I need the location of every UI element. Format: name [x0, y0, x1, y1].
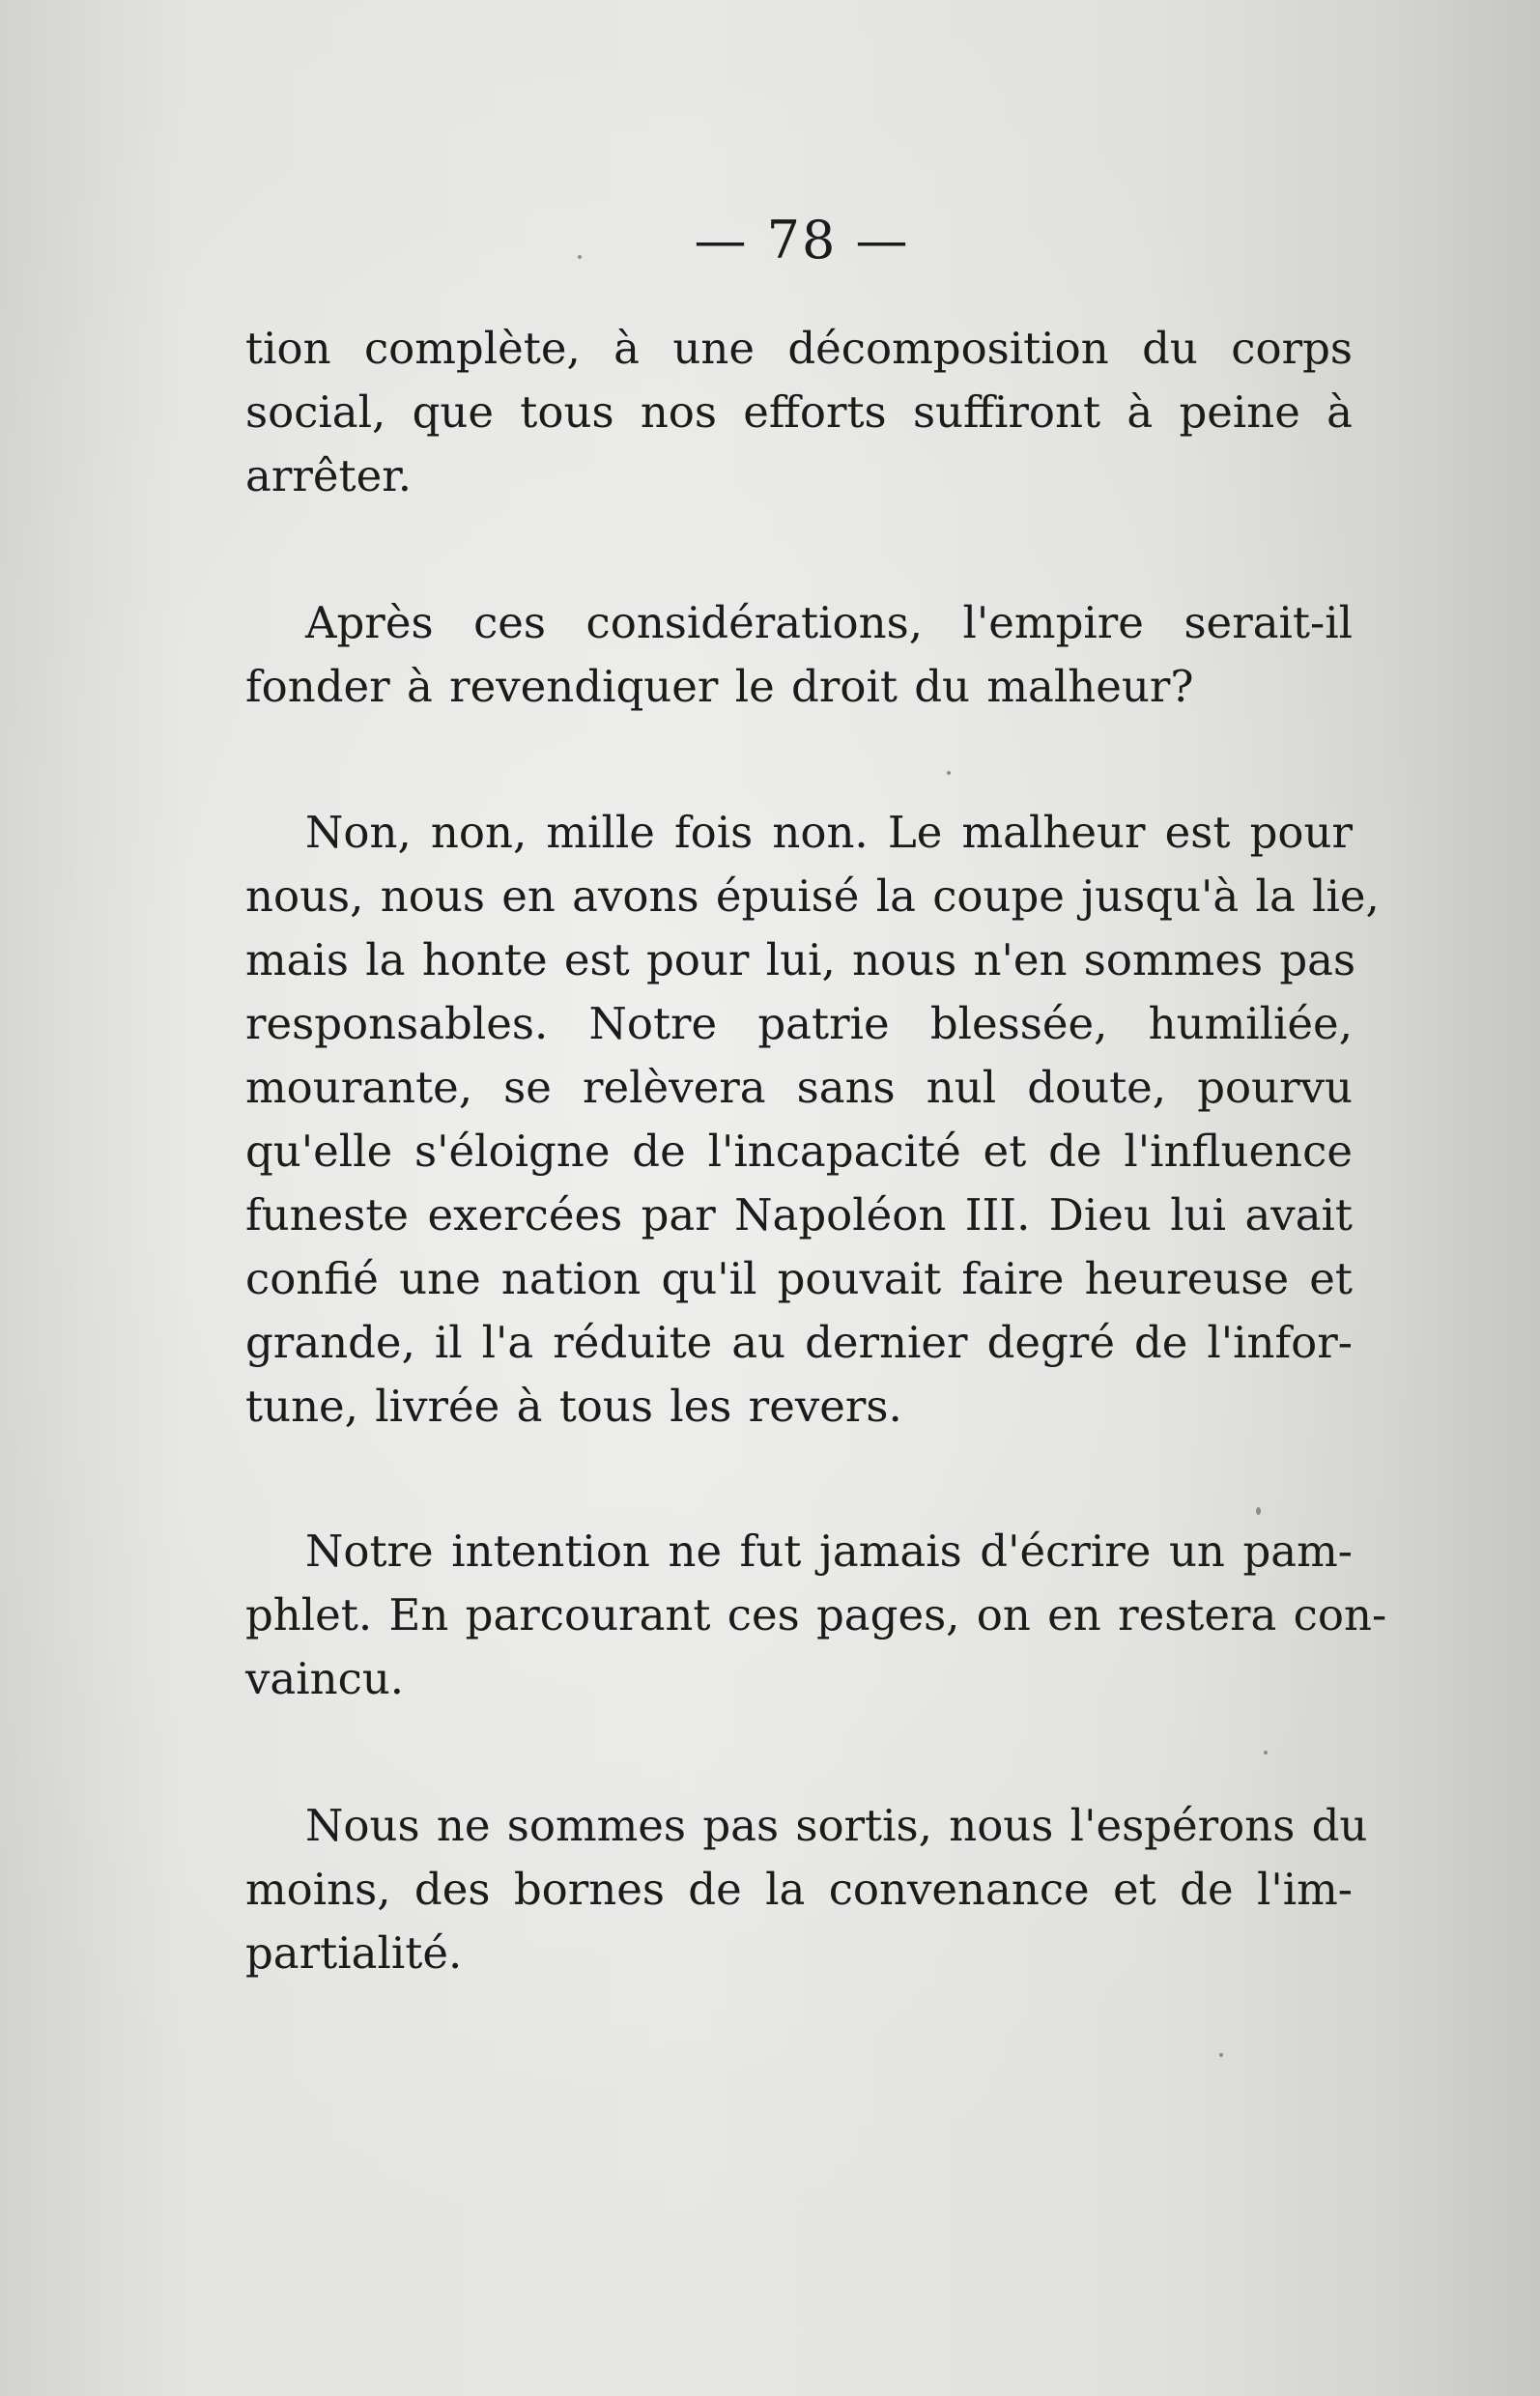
text-line: qu'elle s'éloigne de l'incapacité et de l'influence: [245, 1126, 1353, 1177]
text-line: mais la honte est pour lui, nous n'en sommes pas: [245, 934, 1356, 985]
paragraph-5: [245, 1794, 1368, 1985]
text-line: Non, non, mille fois non. Le malheur est pour: [305, 807, 1353, 858]
text-line: moins, des bornes de la convenance et de l'im-: [245, 1864, 1353, 1915]
text-line: mourante, se relèvera sans nul doute, pourvu: [245, 1062, 1353, 1113]
text-line: tune, livrée à tous les revers.: [245, 1381, 902, 1432]
text-line: responsables. Notre patrie blessée, humiliée,: [245, 998, 1353, 1049]
text-line: vaincu.: [245, 1653, 405, 1704]
paper-speck: [1256, 1507, 1261, 1515]
text-line: confié une nation qu'il pouvait faire heureuse et: [245, 1253, 1353, 1304]
text-line: Après ces considérations, l'empire serait-il: [305, 597, 1353, 648]
text-line: social, que tous nos efforts suffiront à peine à: [245, 386, 1353, 438]
text-line: Notre intention ne fut jamais d'écrire un pam-: [305, 1526, 1353, 1577]
text-line: funeste exercées par Napoléon III. Dieu lui avait: [245, 1189, 1353, 1241]
text-line: grande, il l'a réduite au dernier degré de l'infor-: [245, 1317, 1353, 1368]
paper-speck: [578, 255, 582, 259]
text-line: tion complète, à une décomposition du corps: [245, 323, 1353, 374]
paragraph-3: [245, 801, 1380, 1439]
text-line: partialité.: [245, 1927, 463, 1979]
paper-speck: [1219, 2053, 1223, 2057]
text-line: Nous ne sommes pas sortis, nous l'espérons du: [305, 1800, 1368, 1851]
text-line: nous, nous en avons épuisé la coupe jusqu'à la lie,: [245, 870, 1380, 922]
paper-speck: [947, 771, 951, 775]
paper-speck: [1264, 1751, 1268, 1754]
text-line: fonder à revendiquer le droit du malheur?: [245, 661, 1194, 712]
paragraph-1: [245, 317, 1353, 508]
text-line: arrêter.: [245, 450, 413, 501]
text-line: phlet. En parcourant ces pages, on en restera con-: [245, 1589, 1387, 1640]
paragraph-4: [245, 1520, 1387, 1711]
paragraph-2: [245, 591, 1353, 719]
page-number: — 78 —: [694, 210, 910, 271]
